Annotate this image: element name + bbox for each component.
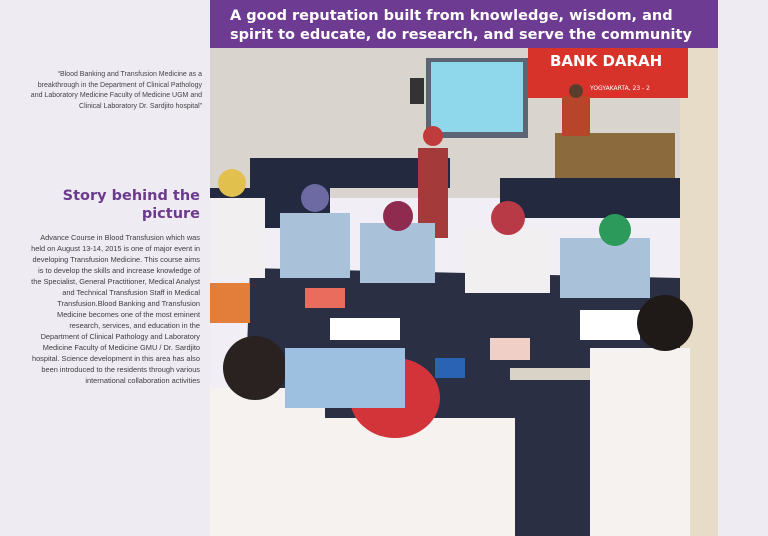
story-title: Story behind the picture [62,188,200,222]
header-banner [210,0,718,48]
participant-blue-gown [285,348,405,408]
photo-illustration [210,48,718,536]
participant-3-hijab [383,201,413,231]
right-margin [718,0,768,536]
sample-rack [490,338,530,360]
participant-front-right [590,348,690,536]
participant-2 [280,213,350,278]
podium-table [555,133,675,178]
participant-2-hijab [301,184,329,212]
presenter [562,96,590,136]
participant-front-left-hair [223,336,287,400]
speaker [410,78,424,104]
participant-3 [360,223,435,283]
participant-front-center [325,418,515,536]
blue-box [435,358,465,378]
story-body: Advance Course in Blood Transfusion which was held on August 13-14, 2015 is one of major event in developing Transfusion Medicine. This course aims is to develop the skills and increase knowledge of the Specialist, General Practitioner, Medical Analyst and Technical Transfusion Staff in Medical Transfusion.Blood Banking and Transfusion Medicine becomes one of the most eminent research, services, and education in the Department of Clinical Pathology and Laboratory Medicine Faculty of Medicine GMU / Dr. Sardjito hospital. Science development in this area has also been introduced to the residents through various international collaboration activities [31,233,200,385]
presenter-head [569,84,583,98]
participant-4-hijab [491,201,525,235]
banner-text: BANK DARAH [550,52,663,70]
banner-subtext: YOGYAKARTA, 23 - 2 [590,85,650,92]
participant-front-right-hair [637,295,693,351]
projector-screen [431,62,523,132]
participant-1-hijab [218,169,246,197]
paper-sheet [580,310,640,340]
participant-5 [560,238,650,298]
participant-front-left [210,388,325,536]
page-title: A good reputation built from knowledge, wisdom, and spirit to educate, do research, and serve the community [230,8,692,43]
tube-rack [510,368,600,380]
participant-1 [210,198,265,278]
event-photo [210,48,718,536]
orange-bag [210,283,250,323]
tray [305,288,345,308]
side-table [500,178,680,218]
standing-participant-hijab [423,126,443,146]
pull-quote: “Blood Banking and Transfusion Medicine as a breakthrough in the Department of Clinical Pathology and Laboratory Medicine Faculty of Medicine UGM and Clinical Laboratory Dr. Sardjito hospital” [30,71,202,110]
participant-5-hijab [599,214,631,246]
participant-4 [465,228,550,293]
worksheet [330,318,400,340]
